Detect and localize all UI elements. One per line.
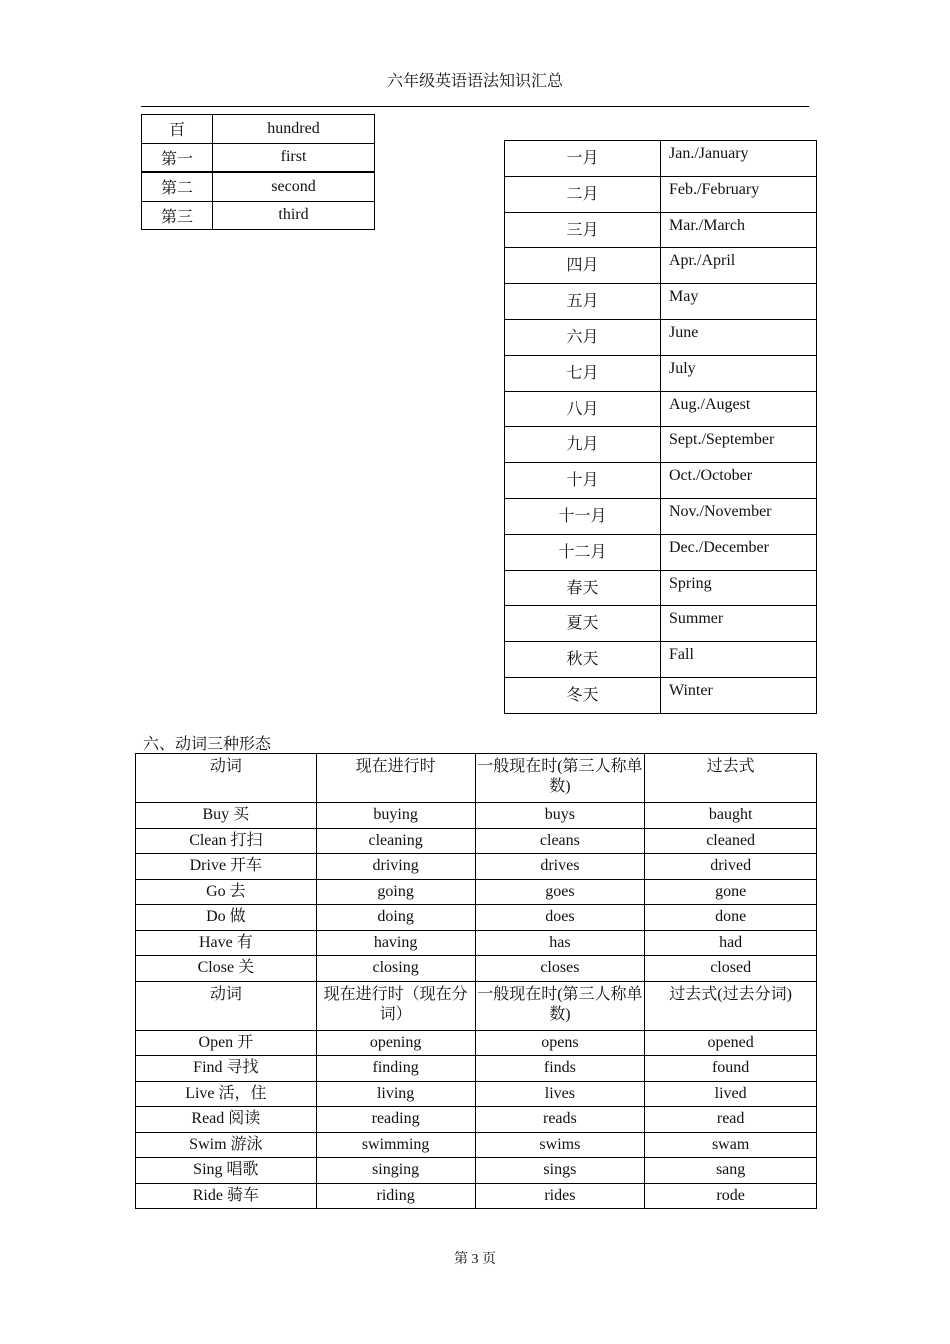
column-header: 过去式(过去分词) bbox=[645, 981, 817, 1030]
verb-forms-table bbox=[135, 753, 817, 1209]
table-row bbox=[505, 248, 817, 284]
table-cell: 二月 bbox=[505, 176, 661, 212]
table-row bbox=[142, 115, 375, 144]
column-header: 动词 bbox=[136, 754, 317, 803]
table-row bbox=[136, 1030, 817, 1056]
table-cell: going bbox=[316, 879, 475, 905]
table-cell: 第一 bbox=[142, 143, 213, 172]
page-number: 第 3 页 bbox=[454, 1252, 496, 1267]
table-cell: opened bbox=[645, 1030, 817, 1056]
table-cell: Drive 开车 bbox=[136, 854, 317, 880]
table-cell: finds bbox=[475, 1056, 645, 1082]
column-header: 一般现在时(第三人称单数) bbox=[475, 754, 645, 803]
table-row bbox=[136, 1132, 817, 1158]
table-cell: cleaned bbox=[645, 828, 817, 854]
table-cell: Spring bbox=[661, 570, 817, 606]
table-cell: sang bbox=[645, 1158, 817, 1184]
table-cell: cleans bbox=[475, 828, 645, 854]
table-cell: has bbox=[475, 930, 645, 956]
table-cell: read bbox=[645, 1107, 817, 1133]
table-cell: 冬天 bbox=[505, 677, 661, 713]
table-cell: reads bbox=[475, 1107, 645, 1133]
table-cell: hundred bbox=[213, 115, 375, 144]
table-cell: driving bbox=[316, 854, 475, 880]
table-cell: swims bbox=[475, 1132, 645, 1158]
table-cell: 百 bbox=[142, 115, 213, 144]
table-cell: 夏天 bbox=[505, 606, 661, 642]
table-cell: baught bbox=[645, 803, 817, 829]
table-row bbox=[142, 201, 375, 230]
table-cell: drived bbox=[645, 854, 817, 880]
table-row bbox=[136, 1081, 817, 1107]
table-cell: finding bbox=[316, 1056, 475, 1082]
table-cell: opening bbox=[316, 1030, 475, 1056]
table-row bbox=[136, 854, 817, 880]
table-row bbox=[505, 463, 817, 499]
table-row bbox=[505, 570, 817, 606]
table-cell: drives bbox=[475, 854, 645, 880]
table-row bbox=[505, 606, 817, 642]
table-cell: Aug./Augest bbox=[661, 391, 817, 427]
table-cell: riding bbox=[316, 1183, 475, 1209]
table-cell: third bbox=[213, 201, 375, 230]
table-cell: 第二 bbox=[142, 172, 213, 201]
table-cell: sings bbox=[475, 1158, 645, 1184]
table-cell: 十一月 bbox=[505, 498, 661, 534]
table-row bbox=[505, 319, 817, 355]
table-cell: Sept./September bbox=[661, 427, 817, 463]
table-row bbox=[505, 355, 817, 391]
table-cell: 九月 bbox=[505, 427, 661, 463]
table-header-row bbox=[136, 981, 817, 1030]
column-header: 过去式 bbox=[645, 754, 817, 803]
table-cell: 十二月 bbox=[505, 534, 661, 570]
table-row bbox=[505, 534, 817, 570]
table-cell: buying bbox=[316, 803, 475, 829]
table-cell: Feb./February bbox=[661, 176, 817, 212]
table-cell: Close 关 bbox=[136, 956, 317, 982]
table-cell: swimming bbox=[316, 1132, 475, 1158]
table-row bbox=[136, 1107, 817, 1133]
table-cell: Oct./October bbox=[661, 463, 817, 499]
table-row bbox=[136, 905, 817, 931]
table-cell: Summer bbox=[661, 606, 817, 642]
column-header: 动词 bbox=[136, 981, 317, 1030]
table-cell: Mar./March bbox=[661, 212, 817, 248]
table-cell: Nov./November bbox=[661, 498, 817, 534]
numbers-table bbox=[141, 114, 375, 230]
table-cell: Have 有 bbox=[136, 930, 317, 956]
table-cell: closes bbox=[475, 956, 645, 982]
table-row bbox=[136, 1056, 817, 1082]
table-row bbox=[505, 677, 817, 713]
table-row bbox=[505, 391, 817, 427]
table-cell: goes bbox=[475, 879, 645, 905]
table-cell: May bbox=[661, 284, 817, 320]
table-row bbox=[136, 803, 817, 829]
table-row bbox=[505, 642, 817, 678]
table-cell: found bbox=[645, 1056, 817, 1082]
table-cell: July bbox=[661, 355, 817, 391]
table-cell: Buy 买 bbox=[136, 803, 317, 829]
table-cell: 秋天 bbox=[505, 642, 661, 678]
section-title: 六、动词三种形态 bbox=[143, 736, 272, 753]
table-cell: 四月 bbox=[505, 248, 661, 284]
table-row bbox=[505, 427, 817, 463]
table-cell: cleaning bbox=[316, 828, 475, 854]
table-cell: 第三 bbox=[142, 201, 213, 230]
table-row bbox=[136, 930, 817, 956]
table-header-row bbox=[136, 754, 817, 803]
table-cell: 春天 bbox=[505, 570, 661, 606]
table-cell: Sing 唱歌 bbox=[136, 1158, 317, 1184]
table-cell: Jan./January bbox=[661, 141, 817, 177]
table-cell: 十月 bbox=[505, 463, 661, 499]
table-cell: closing bbox=[316, 956, 475, 982]
table-cell: 六月 bbox=[505, 319, 661, 355]
table-cell: done bbox=[645, 905, 817, 931]
table-cell: Dec./December bbox=[661, 534, 817, 570]
table-cell: rides bbox=[475, 1183, 645, 1209]
table-cell: singing bbox=[316, 1158, 475, 1184]
table-cell: Read 阅读 bbox=[136, 1107, 317, 1133]
table-cell: first bbox=[213, 143, 375, 172]
table-cell: June bbox=[661, 319, 817, 355]
table-row bbox=[136, 1183, 817, 1209]
table-cell: closed bbox=[645, 956, 817, 982]
table-cell: Fall bbox=[661, 642, 817, 678]
table-row bbox=[136, 879, 817, 905]
table-cell: 七月 bbox=[505, 355, 661, 391]
months-seasons-table bbox=[504, 140, 817, 714]
table-cell: 五月 bbox=[505, 284, 661, 320]
table-cell: gone bbox=[645, 879, 817, 905]
table-cell: Open 开 bbox=[136, 1030, 317, 1056]
table-cell: buys bbox=[475, 803, 645, 829]
table-cell: Clean 打扫 bbox=[136, 828, 317, 854]
table-cell: 八月 bbox=[505, 391, 661, 427]
page-header-title: 六年级英语语法知识汇总 bbox=[386, 73, 563, 90]
table-cell: Apr./April bbox=[661, 248, 817, 284]
table-cell: had bbox=[645, 930, 817, 956]
table-row bbox=[505, 498, 817, 534]
table-cell: second bbox=[213, 172, 375, 201]
table-cell: does bbox=[475, 905, 645, 931]
table-row bbox=[505, 284, 817, 320]
table-row bbox=[505, 141, 817, 177]
table-cell: 三月 bbox=[505, 212, 661, 248]
table-cell: Live 活，住 bbox=[136, 1081, 317, 1107]
table-cell: lives bbox=[475, 1081, 645, 1107]
table-cell: 一月 bbox=[505, 141, 661, 177]
table-row bbox=[142, 172, 375, 201]
column-header: 一般现在时(第三人称单数) bbox=[475, 981, 645, 1030]
table-cell: rode bbox=[645, 1183, 817, 1209]
table-row bbox=[136, 1158, 817, 1184]
column-header: 现在进行时（现在分词） bbox=[316, 981, 475, 1030]
table-cell: Winter bbox=[661, 677, 817, 713]
table-cell: having bbox=[316, 930, 475, 956]
table-cell: reading bbox=[316, 1107, 475, 1133]
table-row bbox=[136, 828, 817, 854]
table-cell: doing bbox=[316, 905, 475, 931]
table-row bbox=[505, 176, 817, 212]
table-cell: Do 做 bbox=[136, 905, 317, 931]
column-header: 现在进行时 bbox=[316, 754, 475, 803]
table-row bbox=[142, 143, 375, 172]
table-row bbox=[505, 212, 817, 248]
table-row bbox=[136, 956, 817, 982]
table-cell: opens bbox=[475, 1030, 645, 1056]
table-cell: Swim 游泳 bbox=[136, 1132, 317, 1158]
table-cell: Go 去 bbox=[136, 879, 317, 905]
table-cell: Ride 骑车 bbox=[136, 1183, 317, 1209]
table-cell: living bbox=[316, 1081, 475, 1107]
header-divider bbox=[141, 106, 809, 107]
table-cell: Find 寻找 bbox=[136, 1056, 317, 1082]
table-cell: lived bbox=[645, 1081, 817, 1107]
table-cell: swam bbox=[645, 1132, 817, 1158]
